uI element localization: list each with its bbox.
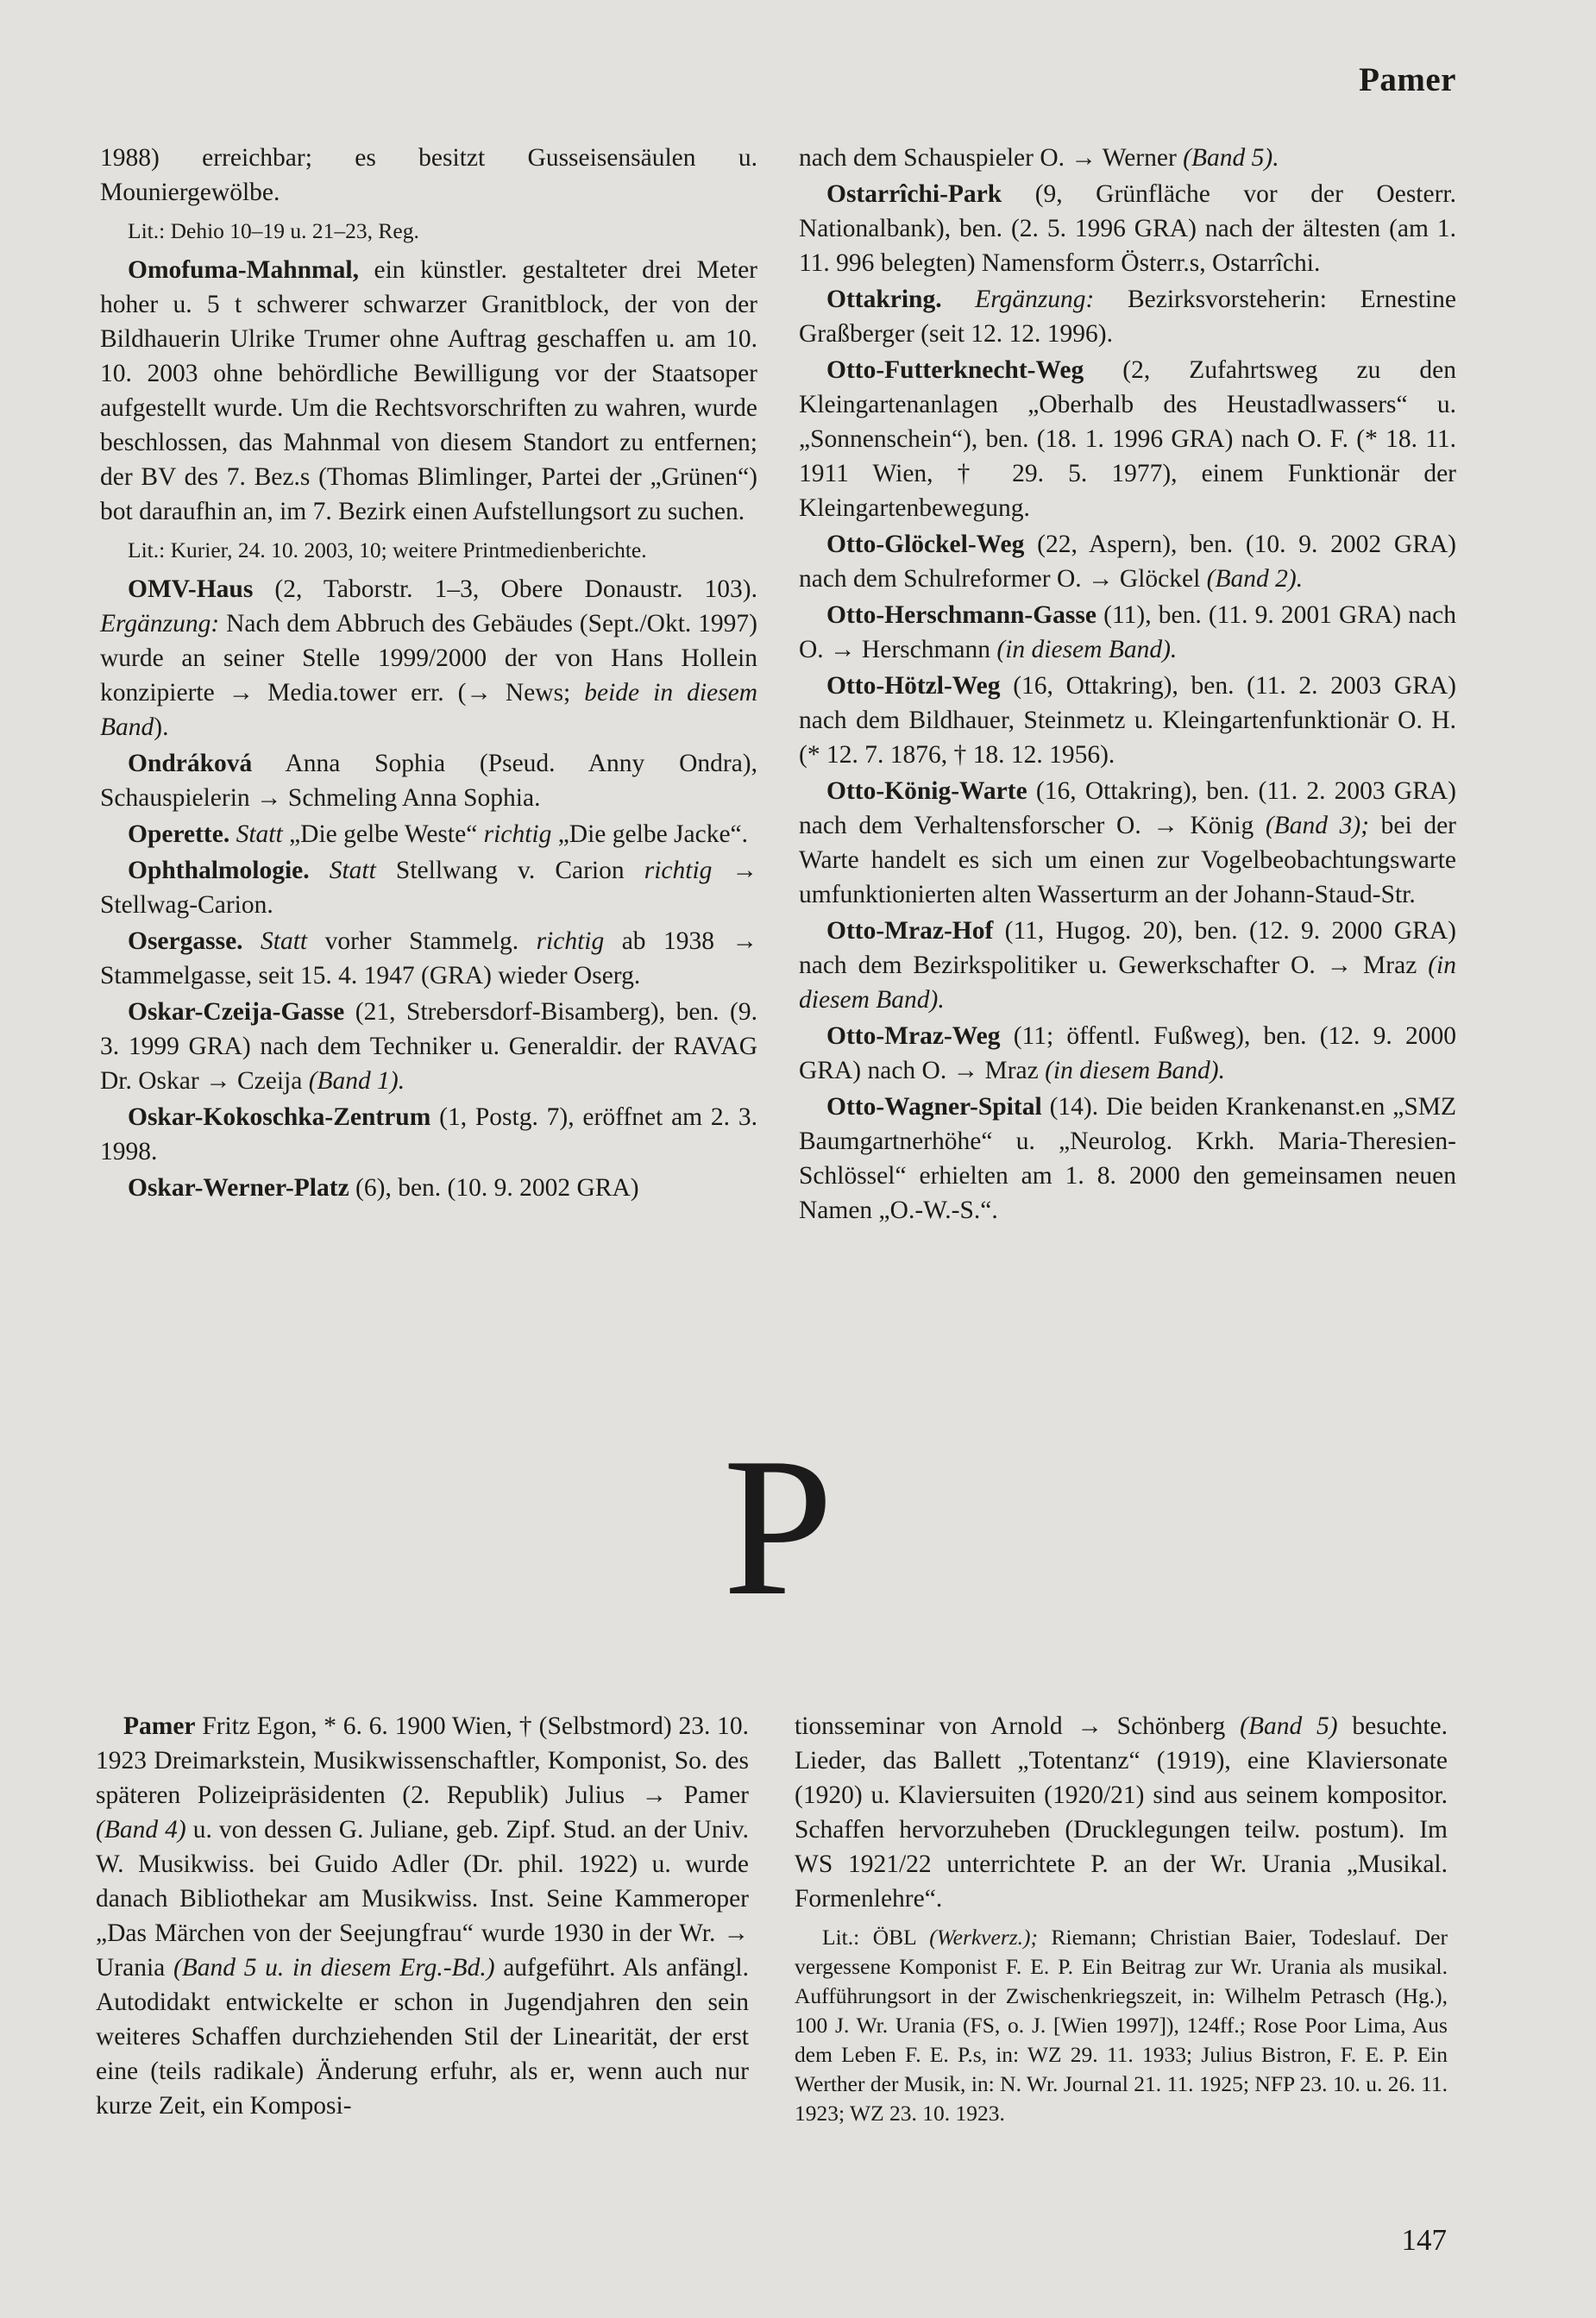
lexicon-entry <box>100 924 757 993</box>
lexicon-entry <box>799 1090 1456 1228</box>
column-top-right <box>799 141 1456 1229</box>
entry-text <box>229 820 236 848</box>
italic-text: (Band 1). <box>308 1067 405 1095</box>
entry-text: besuchte. Lieder, das Ballett „Totentanz“ (1919), eine Klaviersonate (1920) u. Klaviersuiten (1920/21) sind aus seinem kompositor. Schaffen hervorzuheben (Drucklegungen teilw. postum). Im WS 1921/22 unterrichtete P. an der Wr. Urania „Musikal. Formenlehre“. <box>795 1712 1448 1913</box>
entry-text: (2, Zufahrtsweg zu den Kleingartenanlagen „Oberhalb des Heustadlwassers“ u. „Sonnenschein“), ben. (18. 1. 1996 GRA) nach O. F. (* 18. 11. 1911 Wien, † 29. 5. 1977), einem Funktionär der Kleingartenbewegung. <box>799 356 1456 522</box>
entry-text: „Die gelbe Jacke“. <box>551 820 749 848</box>
entry-text: → Stellwag-Carion. <box>100 857 758 919</box>
entry-text: Riemann; Christian Baier, Todeslauf. Der vergessene Komponist F. E. P. Ein Beitrag zur Wr. Urania als musikal. Aufführungsort in der Zwischenkriegszeit, in: Wilhelm Petrasch (Hg.), 100 J. Wr. Urania (FS, o. J. [Wien 1997]), 124ff.; Rose Poor Lima, Aus dem Leben F. E. P.s, in: WZ 29. 11. 1933; Julius Bistron, F. E. P. Ein Werther der Musik, in: N. Wr. Journal 21. 11. 1925; NFP 23. 10. u. 26. 11. 1923; WZ 23. 10. 1923. <box>795 1925 1448 2126</box>
entry-headword: Ondráková <box>128 750 253 777</box>
italic-text: (Band 3); <box>1265 812 1369 839</box>
entry-text: Fritz Egon, * 6. 6. 1900 Wien, † (Selbstmord) 23. 10. 1923 Dreimarkstein, Musikwissenschaftler, Komponist, So. des späteren Polizeipräsidenten (2. Republik) Julius → Pamer <box>96 1712 749 1809</box>
lexicon-entry <box>96 1709 749 2123</box>
lexicon-entry <box>799 527 1456 596</box>
entry-headword: Otto-Wagner-Spital <box>826 1093 1042 1121</box>
entry-continuation <box>799 141 1456 175</box>
entry-headword: Ostarrîchi-Park <box>826 180 1002 208</box>
entry-text: Stellwang v. Carion <box>375 857 644 884</box>
literature-note <box>795 1923 1448 2128</box>
entry-text: „Die gelbe Weste“ <box>282 820 484 848</box>
entry-text: Lit.: Dehio 10–19 u. 21–23, Reg. <box>128 218 419 243</box>
lexicon-entry <box>799 282 1456 351</box>
entry-headword: Otto-Futterknecht-Weg <box>826 356 1084 384</box>
lexicon-entry <box>100 746 757 815</box>
entry-headword: Oskar-Werner-Platz <box>128 1174 349 1202</box>
italic-text: (Band 4) <box>96 1816 186 1844</box>
italic-text: (Band 5). <box>1183 144 1279 172</box>
italic-text: Statt <box>236 820 283 848</box>
entry-headword: Ottakring. <box>826 286 942 313</box>
entry-text: ab 1938 → Stammelgasse, seit 15. 4. 1947 (GRA) wieder Oserg. <box>100 927 758 989</box>
entry-text: Anna Sophia (Pseud. Anny Ondra), Schauspielerin → Schmeling Anna Sophia. <box>100 750 757 812</box>
entry-headword: Osergasse. <box>128 927 243 955</box>
lexicon-entry <box>100 853 757 922</box>
entry-text: tionsseminar von Arnold → Schönberg <box>795 1712 1241 1740</box>
entry-text: (14). Die beiden Krankenanst.en „SMZ Baumgartnerhöhe“ u. „Neurolog. Krkh. Maria-Theresien-Schlössel“ erhielten am 1. 8. 2000 den gemeinsamen neuen Namen „O.-W.-S.“. <box>799 1093 1456 1224</box>
entry-text <box>942 286 976 313</box>
entry-continuation <box>795 1709 1448 1916</box>
lexicon-entry <box>799 774 1456 912</box>
italic-text: Statt <box>329 857 376 884</box>
italic-text: (in diesem Band). <box>799 952 1456 1014</box>
entry-headword: Otto-Mraz-Weg <box>826 1022 1001 1050</box>
italic-text: (Band 5 u. in diesem Erg.-Bd.) <box>173 1954 495 1982</box>
lexicon-entry <box>799 353 1456 525</box>
lexicon-entry <box>799 1019 1456 1088</box>
entry-text: (6), ben. (10. 9. 2002 GRA) <box>349 1174 639 1202</box>
entry-text: u. von dessen G. Juliane, geb. Zipf. Stud. an der Univ. W. Musikwiss. bei Guido Adler (Dr. phil. 1922) u. wurde danach Bibliothekar am Musikwiss. Inst. Seine Kammeroper „Das Märchen von der Seejungfrau“ wurde 1930 in der Wr. → Urania <box>96 1816 750 1982</box>
italic-text: Statt <box>261 927 308 955</box>
entry-headword: OMV-Haus <box>128 575 254 603</box>
lexicon-entry <box>799 669 1456 772</box>
column-top-left <box>100 141 757 1207</box>
entry-text: nach dem Schauspieler O. → Werner <box>799 144 1184 172</box>
column-bottom-left <box>96 1709 749 2125</box>
italic-text: richtig <box>483 820 552 848</box>
entry-continuation <box>100 141 757 210</box>
entry-text: (11), ben. (11. 9. 2001 GRA) nach O. → Herschmann <box>799 601 1456 663</box>
italic-text: (Band 5) <box>1240 1712 1338 1740</box>
italic-text: Ergänzung: <box>100 610 220 638</box>
lexicon-entry <box>799 177 1456 280</box>
literature-note <box>100 217 757 246</box>
running-head: Pamer <box>1359 61 1456 98</box>
entry-text <box>310 857 330 884</box>
lexicon-entry <box>100 572 757 744</box>
entry-text: ). <box>154 713 169 741</box>
lexicon-entry <box>799 598 1456 667</box>
entry-text: (1, Postg. 7), eröffnet am 2. 3. 1998. <box>100 1103 757 1165</box>
entry-text: (9, Grünfläche vor der Oesterr. Nationalbank), ben. (2. 5. 1996 GRA) nach der ältesten (am 1. 11. 996 belegten) Namensform Österr.s, Ostarrîchi. <box>799 180 1456 277</box>
italic-text: richtig <box>536 927 605 955</box>
entry-headword: Otto-Glöckel-Weg <box>826 531 1025 558</box>
literature-note <box>100 536 757 565</box>
entry-headword: Oskar-Kokoschka-Zentrum <box>128 1103 431 1131</box>
lexicon-entry <box>100 995 757 1098</box>
entry-text: (22, Aspern), ben. (10. 9. 2002 GRA) nach dem Schulreformer O. → Glöckel <box>799 531 1456 593</box>
entry-text: Nach dem Abbruch des Gebäudes (Sept./Okt. 1997) wurde an seiner Stelle 1999/2000 der von Hans Hollein konzipierte → Media.tower err. (→ News; <box>100 610 757 707</box>
entry-text <box>243 927 261 955</box>
column-bottom-right <box>795 1709 1448 2135</box>
lexicon-entry <box>100 253 757 529</box>
entry-text: aufgeführt. Als anfängl. Autodidakt entwickelte er schon in Jugendjahren den sein weiteres Schaffen durchziehenden Stil der Linearität, der erst eine (teils radikale) Änderung erfuhr, als er, wenn auch nur kurze Zeit, ein Komposi- <box>96 1954 749 2120</box>
italic-text: Ergänzung: <box>975 286 1095 313</box>
entry-text: Lit.: ÖBL <box>822 1925 930 1950</box>
lexicon-entry <box>100 1171 757 1205</box>
entry-text: vorher Stammelg. <box>307 927 537 955</box>
lexicon-entry <box>100 817 757 851</box>
entry-text: bei der Warte handelt es sich um einen zur Vogelbeobachtungswarte umfunktionierten alten Wasserturm an der Johann-Staud-Str. <box>799 812 1456 908</box>
entry-text: Lit.: Kurier, 24. 10. 2003, 10; weitere Printmedienberichte. <box>128 537 647 562</box>
entry-headword: Otto-Herschmann-Gasse <box>826 601 1096 629</box>
entry-text: (16, Ottakring), ben. (11. 2. 2003 GRA) nach dem Verhaltensforscher O. → König <box>799 777 1456 839</box>
entry-headword: Oskar-Czeija-Gasse <box>128 998 345 1026</box>
entry-headword: Omofuma-Mahnmal, <box>128 256 359 284</box>
italic-text: (in diesem Band). <box>1045 1057 1225 1084</box>
entry-headword: Otto-Hötzl-Weg <box>826 672 1001 700</box>
lexicon-entry <box>799 914 1456 1017</box>
entry-headword: Pamer <box>123 1712 196 1740</box>
entry-text: ein künstler. gestalteter drei Meter hoher u. 5 t schwerer schwarzer Granitblock, der von der Bildhauerin Ulrike Trumer ohne Auftrag geschaffen u. am 10. 10. 2003 ohne behördliche Bewilligung vor der Staatsoper aufgestellt wurde. Um die Rechtsvorschriften zu wahren, wurde beschlossen, das Mahnmal von diesem Standort zu entfernen; der BV des 7. Bez.s (Thomas Blimlinger, Partei der „Grünen“) bot daraufhin an, im 7. Bezirk einen Aufstellungsort zu suchen. <box>100 256 757 525</box>
entry-text: (2, Taborstr. 1–3, Obere Donaustr. 103). <box>253 575 757 603</box>
entry-headword: Otto-Mraz-Hof <box>826 917 994 945</box>
entry-text: Bezirksvorsteherin: Ernestine Graßberger (seit 12. 12. 1996). <box>799 286 1456 348</box>
entry-text: (11; öffentl. Fußweg), ben. (12. 9. 2000 GRA) nach O. → Mraz <box>799 1022 1456 1084</box>
lexicon-entry <box>100 1100 757 1169</box>
entry-text: (11, Hugog. 20), ben. (12. 9. 2000 GRA) nach dem Bezirkspolitiker u. Gewerkschafter O. → Mraz <box>799 917 1456 979</box>
page-number: 147 <box>1401 2223 1447 2257</box>
entry-text: (21, Strebersdorf-Bisamberg), ben. (9. 3. 1999 GRA) nach dem Techniker u. Generaldir. der RAVAG Dr. Oskar → Czeija <box>100 998 757 1095</box>
italic-text: (Band 2). <box>1206 565 1304 593</box>
italic-text: richtig <box>644 857 713 884</box>
entry-headword: Ophthalmologie. <box>128 857 310 884</box>
entry-text: (16, Ottakring), ben. (11. 2. 2003 GRA) nach dem Bildhauer, Steinmetz u. Kleingartenfunktionär O. H. (* 12. 7. 1876, † 18. 12. 1956). <box>799 672 1456 769</box>
entry-headword: Otto-König-Warte <box>826 777 1027 805</box>
italic-text: beide in diesem Band <box>100 679 758 741</box>
entry-headword: Operette. <box>128 820 230 848</box>
italic-text: (in diesem Band). <box>996 636 1178 663</box>
section-letter: P <box>723 1417 833 1636</box>
entry-text: 1988) erreichbar; es besitzt Gusseisensäulen u. Mouniergewölbe. <box>100 144 757 206</box>
italic-text: (Werkverz.); <box>929 1925 1039 1950</box>
